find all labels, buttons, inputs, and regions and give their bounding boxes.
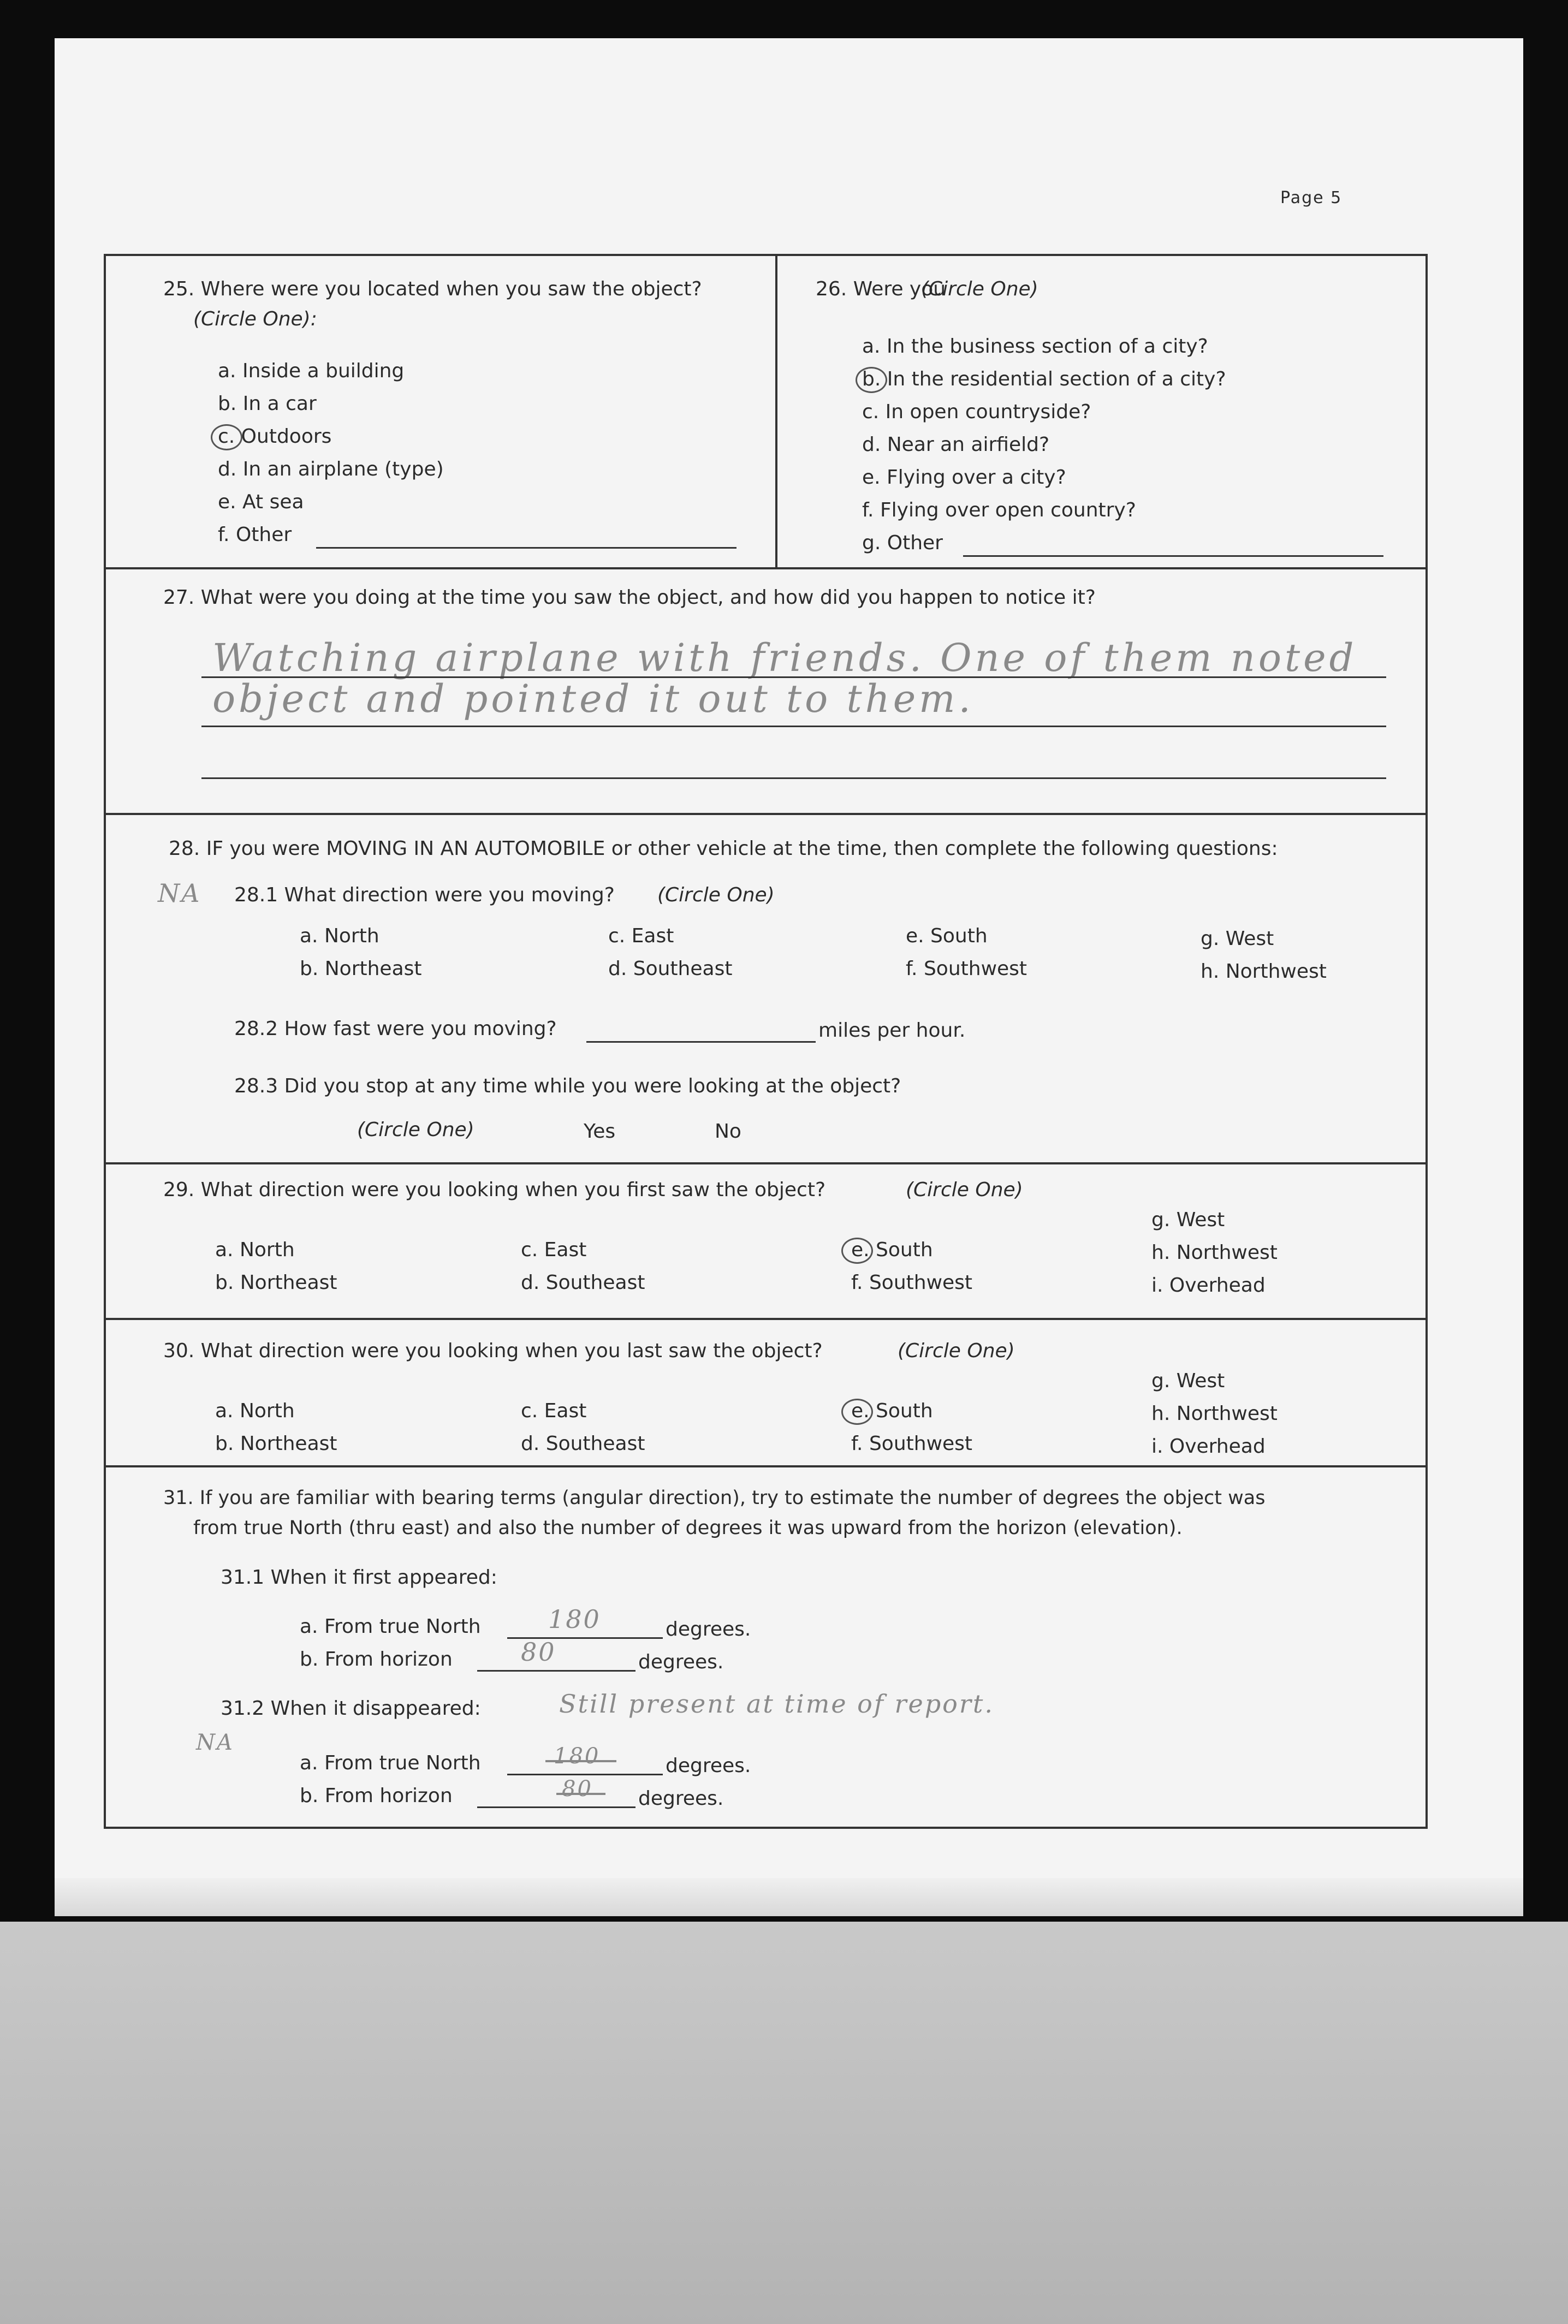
- q28-2-unit: miles per hour.: [818, 1019, 966, 1042]
- q26-other-line: [963, 555, 1383, 557]
- circled-answer-mark: [856, 367, 887, 393]
- q28-dir-northwest[interactable]: h. Northwest: [1201, 960, 1327, 983]
- q31-2-label: 31.2 When it disappeared:: [221, 1697, 481, 1720]
- divider-27-28: [106, 813, 1426, 815]
- paper-shadow: [55, 1878, 1523, 1916]
- q29-option-i[interactable]: i. Overhead: [1151, 1274, 1266, 1297]
- q31-2-horizon-label: b. From horizon: [300, 1785, 453, 1807]
- q30-option-h[interactable]: h. Northwest: [1151, 1402, 1278, 1425]
- q30-option-c[interactable]: c. East: [521, 1400, 587, 1422]
- q31-1-horizon-field[interactable]: [477, 1670, 635, 1672]
- q28-dir-north[interactable]: a. North: [300, 925, 379, 947]
- q25-option-e[interactable]: e. At sea: [218, 491, 304, 513]
- q28-dir-southwest[interactable]: f. Southwest: [906, 958, 1027, 980]
- circled-answer-mark: [211, 424, 242, 450]
- q31-2-na-mark: NA: [196, 1730, 234, 1755]
- q26-option-f[interactable]: f. Flying over open country?: [862, 499, 1136, 521]
- q29-option-d[interactable]: d. Southeast: [521, 1271, 645, 1294]
- q30-option-d[interactable]: d. Southeast: [521, 1433, 645, 1455]
- q28-na-mark: NA: [158, 878, 201, 908]
- q25-option-c[interactable]: c. Outdoors: [218, 425, 332, 448]
- q25-option-a[interactable]: a. Inside a building: [218, 360, 405, 382]
- q30-instruction: (Circle One): [898, 1340, 1015, 1362]
- q28-dir-south[interactable]: e. South: [906, 925, 988, 947]
- q25-instruction: (Circle One):: [193, 308, 317, 330]
- q29-option-c[interactable]: c. East: [521, 1239, 587, 1261]
- q29-option-b[interactable]: b. Northeast: [215, 1271, 337, 1294]
- q28-3-no[interactable]: No: [715, 1120, 741, 1143]
- q31-1-label: 31.1 When it first appeared:: [221, 1566, 497, 1589]
- q31-2-north-label: a. From true North: [300, 1752, 481, 1774]
- q26-instruction: (Circle One): [921, 278, 1038, 300]
- q29-prompt: 29. What direction were you looking when you first saw the object?: [163, 1179, 826, 1201]
- questionnaire-form: [104, 254, 1428, 1829]
- q31-1-north-value: 180: [548, 1604, 601, 1634]
- divider-30-31: [106, 1465, 1426, 1467]
- q30-option-i[interactable]: i. Overhead: [1151, 1435, 1266, 1458]
- q29-option-e[interactable]: e. South: [851, 1239, 933, 1261]
- q28-prompt: 28. IF you were MOVING IN AN AUTOMOBILE or other vehicle at the time, then complete the following questions:: [169, 837, 1278, 860]
- q29-option-g[interactable]: g. West: [1151, 1209, 1225, 1231]
- q26-option-b[interactable]: b. In the residential section of a city?: [862, 368, 1226, 390]
- q31-1-north-label: a. From true North: [300, 1615, 481, 1638]
- q25-prompt: 25. Where were you located when you saw the object?: [163, 278, 702, 300]
- q27-line-2: [201, 726, 1386, 727]
- q28-dir-east[interactable]: c. East: [608, 925, 674, 947]
- q28-dir-northeast[interactable]: b. Northeast: [300, 958, 422, 980]
- q31-1-horizon-label: b. From horizon: [300, 1648, 453, 1671]
- q27-prompt: 27. What were you doing at the time you saw the object, and how did you happen to notice it?: [163, 586, 1096, 609]
- q30-option-e[interactable]: e. South: [851, 1400, 933, 1422]
- q26-option-g[interactable]: g. Other: [862, 532, 943, 554]
- q31-prompt-line2: from true North (thru east) and also the number of degrees it was upward from the horizon (elevation).: [193, 1517, 1183, 1539]
- q26-prompt: 26. Were you: [816, 278, 946, 300]
- circled-answer-mark: [841, 1238, 873, 1264]
- circled-answer-mark: [841, 1399, 873, 1425]
- backing-sheet: [0, 1922, 1568, 2324]
- q31-2-horizon-degrees: degrees.: [638, 1787, 724, 1810]
- q31-2-note: Still present at time of report.: [559, 1689, 994, 1719]
- q28-2-prompt: 28.2 How fast were you moving?: [234, 1018, 557, 1040]
- strike-mark: [556, 1793, 605, 1795]
- q28-3-yes[interactable]: Yes: [584, 1120, 616, 1143]
- q31-1-horizon-degrees: degrees.: [638, 1651, 724, 1673]
- q30-option-a[interactable]: a. North: [215, 1400, 295, 1422]
- q27-answer-line2: object and pointed it out to them.: [212, 676, 974, 721]
- q26-option-d[interactable]: d. Near an airfield?: [862, 433, 1050, 456]
- q25-option-f[interactable]: f. Other: [218, 524, 292, 546]
- q27-line-3: [201, 777, 1386, 779]
- divider-25-26: [775, 256, 777, 567]
- page-number: Page 5: [1280, 188, 1343, 207]
- q30-prompt: 30. What direction were you looking when you last saw the object?: [163, 1340, 823, 1362]
- q30-option-g[interactable]: g. West: [1151, 1370, 1225, 1392]
- divider-29-30: [106, 1318, 1426, 1320]
- q31-prompt-line1: 31. If you are familiar with bearing terms (angular direction), try to estimate the number of degrees the object was: [163, 1487, 1266, 1509]
- q31-2-north-field[interactable]: [507, 1774, 663, 1775]
- q29-instruction: (Circle One): [906, 1179, 1023, 1201]
- q28-1-instruction: (Circle One): [657, 884, 775, 906]
- divider-25-27: [106, 567, 1426, 569]
- q28-dir-west[interactable]: g. West: [1201, 928, 1274, 950]
- q30-option-b[interactable]: b. Northeast: [215, 1433, 337, 1455]
- q26-option-c[interactable]: c. In open countryside?: [862, 401, 1091, 423]
- q28-speed-field[interactable]: [586, 1041, 816, 1043]
- q28-3-instruction: (Circle One): [357, 1119, 474, 1141]
- q31-2-horizon-value: 80: [562, 1776, 593, 1802]
- q31-2-north-degrees: degrees.: [666, 1755, 751, 1777]
- q28-1-prompt: 28.1 What direction were you moving?: [234, 884, 615, 906]
- q29-option-a[interactable]: a. North: [215, 1239, 295, 1261]
- strike-mark: [545, 1760, 616, 1762]
- q25-option-b[interactable]: b. In a car: [218, 393, 317, 415]
- q26-option-a[interactable]: a. In the business section of a city?: [862, 335, 1208, 358]
- q31-1-horizon-value: 80: [521, 1637, 556, 1667]
- q25-option-d[interactable]: d. In an airplane (type): [218, 458, 444, 480]
- q29-option-f[interactable]: f. Southwest: [851, 1271, 973, 1294]
- q28-3-prompt: 28.3 Did you stop at any time while you were looking at the object?: [234, 1075, 901, 1097]
- q25-other-line: [316, 547, 737, 549]
- q27-answer-line1: Watching airplane with friends. One of them noted: [212, 635, 1357, 680]
- q28-dir-southeast[interactable]: d. Southeast: [608, 958, 733, 980]
- q26-option-e[interactable]: e. Flying over a city?: [862, 466, 1066, 489]
- q29-option-h[interactable]: h. Northwest: [1151, 1241, 1278, 1264]
- divider-28-29: [106, 1162, 1426, 1164]
- q31-2-horizon-field[interactable]: [477, 1806, 635, 1808]
- q31-2-north-value: 180: [554, 1744, 601, 1769]
- q30-option-f[interactable]: f. Southwest: [851, 1433, 973, 1455]
- q31-1-north-degrees: degrees.: [666, 1618, 751, 1641]
